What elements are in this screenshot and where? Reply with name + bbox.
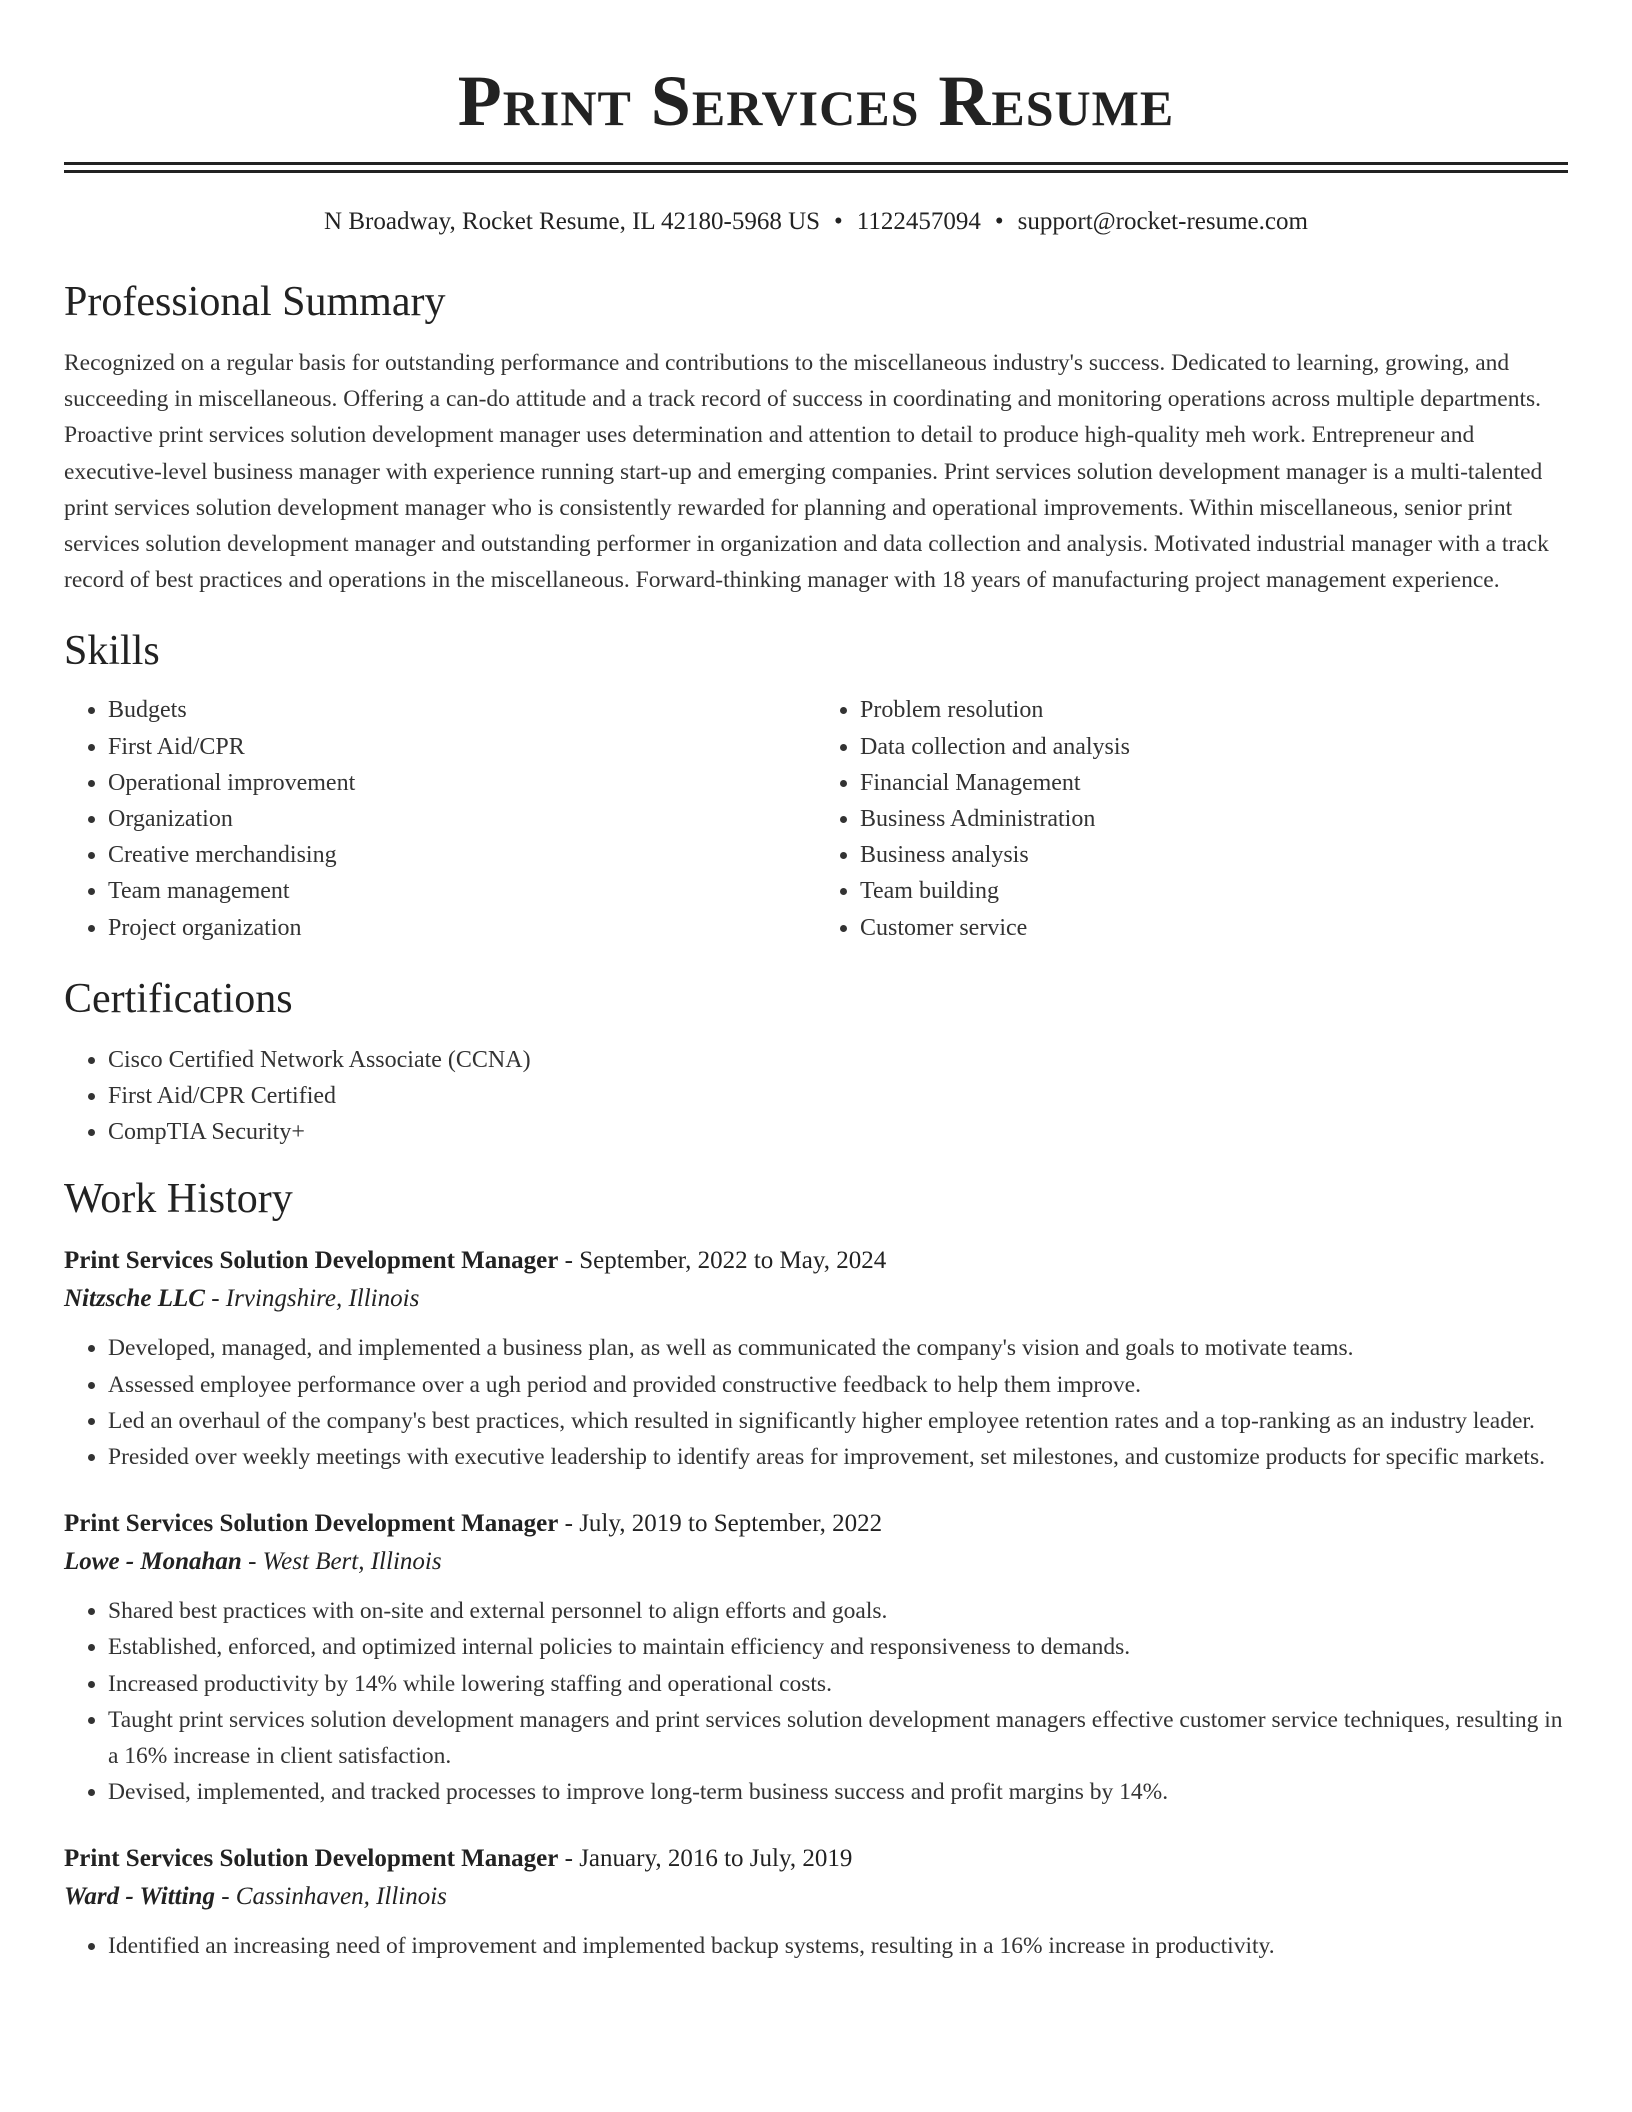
duty-item: • Presided over weekly meetings with executive leadership to identify areas for improvement, set milestones, and customize products for specific markets. (108, 1439, 1568, 1475)
skill-item: • Problem resolution (860, 692, 1568, 728)
summary-heading: Professional Summary (64, 279, 446, 325)
job-title-line (64, 1840, 1568, 1878)
job-company: Nitzsche LLC (64, 1285, 205, 1313)
certification-item: • Cisco Certified Network Associate (CCNA) (108, 1042, 1568, 1078)
contact-address: N Broadway, Rocket Resume, IL 42180-5968 US (324, 208, 821, 235)
duty-item: • Established, enforced, and optimized internal policies to maintain efficiency and responsiveness to demands. (108, 1629, 1568, 1665)
duty-item: • Assessed employee performance over a ugh period and provided constructive feedback to help them improve. (108, 1367, 1568, 1403)
certification-item: • First Aid/CPR Certified (108, 1078, 1568, 1114)
job-title: Print Services Solution Development Manager (64, 1247, 559, 1275)
skills-columns (64, 692, 1568, 945)
duty-item: • Led an overhaul of the company's best practices, which resulted in significantly higher employee retention rates and a top-ranking as an industry leader. (108, 1403, 1568, 1439)
certifications-list (64, 1042, 1568, 1151)
skill-item: • Customer service (860, 910, 1568, 946)
skill-item: • Creative merchandising (108, 837, 816, 873)
job-company: Lowe - Monahan (64, 1548, 242, 1576)
skill-item: • Operational improvement (108, 765, 816, 801)
job-dates: - September, 2022 to May, 2024 (558, 1247, 887, 1275)
job-entry (64, 1242, 1568, 1475)
contact-line (64, 207, 1568, 237)
job-dates: - January, 2016 to July, 2019 (558, 1845, 853, 1873)
certifications-heading: Certifications (64, 975, 293, 1022)
duty-item: • Shared best practices with on-site and external personnel to align efforts and goals. (108, 1593, 1568, 1629)
skill-item: • Data collection and analysis (860, 729, 1568, 765)
skills-list-right (816, 692, 1568, 945)
job-entry (64, 1505, 1568, 1810)
job-location: - Irvingshire, Illinois (204, 1285, 420, 1313)
duty-item: • Devised, implemented, and tracked processes to improve long-term business success and profit margins by 14%. (108, 1774, 1568, 1810)
resume-title: Print Services Resume (457, 61, 1175, 141)
skill-item: • Budgets (108, 692, 816, 728)
skill-item: • First Aid/CPR (108, 729, 816, 765)
job-duties (64, 1330, 1568, 1475)
job-company-line (64, 1280, 1568, 1318)
job-entry (64, 1840, 1568, 1964)
summary-text: Recognized on a regular basis for outstanding performance and contributions to the miscellaneous industry's success. Dedicated to learning, growing, and succeeding in miscellaneous. Offering a can-do attitude and a track record of success in coordinating and monitoring operations across multiple departments. Proactive print services solution development manager uses determination and attention to detail to produce high-quality meh work. Entrepreneur and executive-level business manager with experience running start-up and emerging companies. Print services solution development manager is a multi-talented print services solution development manager who is consistently rewarded for planning and operational improvements. Within miscellaneous, senior print services solution development manager and outstanding performer in organization and data collection and analysis. Motivated industrial manager with a track record of best practices and operations in the miscellaneous. Forward-thinking manager with 18 years of manufacturing project management experience. (64, 350, 1549, 594)
job-title: Print Services Solution Development Manager (64, 1845, 559, 1873)
contact-email[interactable]: support@rocket-resume.com (1017, 208, 1308, 235)
title-divider (64, 162, 1568, 173)
job-dates: - July, 2019 to September, 2022 (558, 1510, 883, 1538)
job-title-line (64, 1505, 1568, 1543)
skill-item: • Business analysis (860, 837, 1568, 873)
duty-item: • Identified an increasing need of improvement and implemented backup systems, resulting in a 16% increase in productivity. (108, 1928, 1568, 1964)
job-location: - West Bert, Illinois (241, 1548, 442, 1576)
skill-item: • Financial Management (860, 765, 1568, 801)
job-title-line (64, 1242, 1568, 1280)
job-company-line (64, 1878, 1568, 1916)
job-duties (64, 1593, 1568, 1810)
duty-item: • Developed, managed, and implemented a business plan, as well as communicated the company's vision and goals to motivate teams. (108, 1330, 1568, 1366)
skills-list-left (64, 692, 816, 945)
certification-item: • CompTIA Security+ (108, 1114, 1568, 1150)
job-company: Ward - Witting (64, 1883, 215, 1911)
duty-item: • Taught print services solution development managers and print services solution development managers effective customer service techniques, resulting in a 16% increase in client satisfaction. (108, 1702, 1568, 1774)
resume-content (64, 0, 1568, 1965)
duty-item: • Increased productivity by 14% while lowering staffing and operational costs. (108, 1666, 1568, 1702)
skill-item: • Business Administration (860, 801, 1568, 837)
skill-item: • Team building (860, 873, 1568, 909)
contact-separator: • (994, 208, 1004, 235)
contact-phone: 1122457094 (856, 208, 981, 235)
job-duties (64, 1928, 1568, 1964)
skill-item: • Project organization (108, 910, 816, 946)
skills-heading: Skills (64, 628, 160, 675)
job-location: - Cassinhaven, Illinois (214, 1883, 447, 1911)
skill-item: • Organization (108, 801, 816, 837)
skill-item: • Team management (108, 873, 816, 909)
work-history-heading: Work History (64, 1176, 293, 1223)
job-company-line (64, 1543, 1568, 1581)
contact-separator: • (834, 208, 843, 235)
job-title: Print Services Solution Development Manager (64, 1510, 559, 1538)
